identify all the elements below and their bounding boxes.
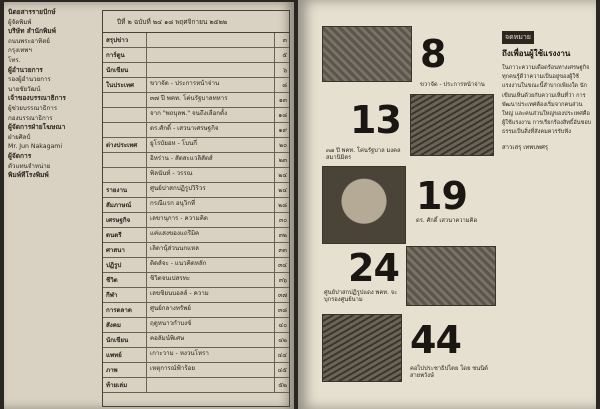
toc-page-number: ๕ (282, 52, 287, 59)
toc-description: เหตุการณ์ฟ้าร้อย (147, 363, 275, 377)
toc-row (103, 63, 289, 78)
feature-number: 44 (410, 318, 461, 362)
toc-description: แค่แสงของแถรีมิค (147, 228, 275, 242)
toc-section (103, 108, 147, 122)
feature-number: 19 (416, 174, 467, 218)
toc-page-number: ๓๘ (277, 307, 287, 314)
toc-page-number: ๒๓ (278, 157, 287, 164)
masthead-line: กองบรรณาธิการ (8, 114, 53, 122)
toc-page-number: ๒๔ (278, 172, 287, 179)
toc-page-number: ๒๔ (278, 187, 287, 194)
toc-description: ๓๗ ปี พคท. โค่นรัฐบาลทหาร (147, 93, 275, 107)
toc-row (103, 108, 289, 123)
masthead-line: ถนนพระอาทิตย์ (8, 37, 50, 45)
column-signature: สาวเสรุ เทพบพศรุ (502, 143, 548, 151)
toc-page-number: ๑๙ (278, 127, 287, 134)
toc-section (103, 123, 147, 137)
feature-number: 24 (348, 246, 399, 290)
toc-page-number: ๔๔ (277, 352, 287, 359)
feature-caption: คอไปประชาธิปไตย โดย ชนนิต์ สายพวังษ์ (410, 366, 488, 379)
feature-photo-crowd (322, 26, 412, 82)
feature-photo-soldier-silhouette (322, 314, 402, 382)
toc-row (103, 153, 289, 168)
masthead-line: ผู้จัดการฝ่ายโฆษณา (8, 123, 66, 132)
toc-page-number: ๕๒ (278, 382, 287, 389)
masthead-line: โทร. (8, 56, 21, 64)
toc-section: ศาสนา (103, 243, 147, 257)
toc-row (103, 318, 289, 333)
toc-row (103, 333, 289, 348)
toc-page-number: ๓๖ (278, 277, 287, 284)
toc-description: อิหร่าน - สัตสะแวลิสัตส์ (147, 153, 275, 167)
toc-description: พิลนันท์ - วรรณ (147, 168, 275, 182)
masthead (8, 8, 92, 408)
toc-section: ต่างประเทศ (103, 138, 147, 152)
toc-description (147, 63, 275, 77)
toc-description: ศูนย์กลางทรัพย์ (147, 303, 275, 317)
letters-column (502, 24, 592, 404)
toc-row (103, 48, 289, 63)
toc-page-number: ๓๓ (278, 247, 287, 254)
toc-section (103, 93, 147, 107)
feature-caption: ขวาจัด - ประการหน้าจ่าน (420, 82, 485, 88)
column-body: ในภาวะความเดือดร้อนทางเศรษฐกิจ ทุกคนรู้ดีว่าความเป็นอยู่ของผู้ใช้แรงงานในขณะนี้ลำบากเพียงใด นักเขียนเห็นด้วยกับความเห็นที่ว่า การพัฒนาประเทศต้องเริ่มจากคนส่วนใหญ่ และคนส่วนใหญ่ของประเทศคือผู้ใช้แรงงาน การเรียกร้องสิทธิ์อันชอบธรรมเป็นสิ่งที่สังคมควรรับฟัง (502, 65, 592, 136)
masthead-line: ฝ่ายศิลป์ (8, 133, 31, 141)
toc-description: ดร.ศักดิ์ - เสวนาเศรษฐกิจ (147, 123, 275, 137)
toc-row (103, 273, 289, 288)
toc-section: กีฬา (103, 288, 147, 302)
toc-row (103, 228, 289, 243)
toc-section: รายงาน (103, 183, 147, 197)
toc-row (103, 378, 289, 393)
toc-row (103, 258, 289, 273)
toc-description: กรณีแรก อนุวิกที่ (147, 198, 275, 212)
masthead-line: ผู้อำนวยการ (8, 65, 43, 74)
toc-description: เลขานุการ - ความคิด (147, 213, 275, 227)
toc-section: การตลาด (103, 303, 147, 317)
toc-description: เกาะวาม - หงวนโหรา (147, 348, 275, 362)
toc-page-number: ๘ (282, 82, 287, 89)
toc-row (103, 243, 289, 258)
toc-section: แพทย์ (103, 348, 147, 362)
feature-photo-portrait (322, 166, 406, 244)
toc-description: ศูนย์ปาสกปฏิรูปวิริวร (147, 183, 275, 197)
toc-row (103, 363, 289, 378)
toc-page-number: ๔๐ (278, 322, 287, 329)
feature-photo-group (406, 246, 496, 306)
toc-description: เลิดานุ้ส่วนนกแหล (147, 243, 275, 257)
masthead-line: รองผู้อำนวยการ (8, 76, 51, 84)
toc-description: เลขชิยนบอลล์ - ความ (147, 288, 275, 302)
toc-section: ปฏิรูป (103, 258, 147, 272)
toc-page-number: ๒๘ (278, 202, 287, 209)
toc-row (103, 123, 289, 138)
masthead-line: นิตยสารรายปักษ์ (8, 8, 56, 16)
toc-description: ขวาจัด - ประการหน้าจ่าน (147, 78, 275, 92)
column-subtitle: ถึงเพื่อนผู้ใช้แรงงาน (502, 49, 571, 58)
toc-description: จาก "พถบุลพ." จนถึงเลือกตั้ง (147, 108, 275, 122)
toc-row (103, 33, 289, 48)
toc-page-number: ๑๓ (278, 97, 287, 104)
issue-header: ปีที่ ๒ ฉบับที่ ๒๔ ๑๘ พฤศจิกายน ๒๕๒๒ (103, 11, 289, 33)
toc-page-number: ๓ (282, 37, 287, 44)
toc-section (103, 153, 147, 167)
masthead-line: พิมพ์ที่โรงพิมพ์ (8, 171, 49, 180)
toc-page-number: ๖ (283, 67, 287, 74)
toc-page-number: ๓๐ (278, 217, 287, 224)
toc-row (103, 198, 289, 213)
feature-caption: ดร. ศักดิ์ เสวนาความคิด (416, 218, 478, 224)
toc-row (103, 138, 289, 153)
toc-section: นักเขียน (103, 63, 147, 77)
toc-section: นักเขียน (103, 333, 147, 347)
toc-section: การ์ตูน (103, 48, 147, 62)
toc-section: สรุปข่าว (103, 33, 147, 47)
toc-row (103, 168, 289, 183)
masthead-line: บริษัท สำนักพิมพ์ (8, 27, 56, 36)
masthead-line: ผู้จัดการ (8, 151, 32, 160)
toc-section: ชีวิต (103, 273, 147, 287)
feature-caption: ๓๗ ปี พคท. โค่นรัฐบาล มงคล สมานิมิตร (326, 148, 401, 161)
toc-page-number: ๓๔ (278, 262, 287, 269)
toc-section: ท้ายเล่ม (103, 378, 147, 392)
toc-row (103, 78, 289, 93)
toc-row (103, 303, 289, 318)
toc-description: ฤดูหนาวกำบงข์ (147, 318, 275, 332)
masthead-line: นายชัยวัฒน์ (8, 85, 41, 93)
toc-description (147, 33, 275, 47)
toc-page-number: ๔๕ (277, 367, 287, 374)
toc-row (103, 93, 289, 108)
table-of-contents (102, 10, 290, 407)
toc-rows (103, 33, 289, 393)
toc-description: คอลัมน์พิเศษ (147, 333, 275, 347)
toc-section: สัมภาษณ์ (103, 198, 147, 212)
toc-description (147, 48, 275, 62)
column-title: จดหมาย (502, 31, 534, 44)
toc-section (103, 168, 147, 182)
feature-number: 8 (420, 32, 446, 76)
toc-section: เศรษฐกิจ (103, 213, 147, 227)
toc-section: ภาพ (103, 363, 147, 377)
toc-page-number: ๓๗ (278, 292, 287, 299)
toc-description: ยูโรบัยอห - โบนกี่ (147, 138, 275, 152)
feature-caption: ศูนย์ปาสกปฏิรูปแดง พคท. จะบุกรองศูนย์นาม (324, 290, 398, 303)
toc-description: ติดส์จะ - แนวคิดหลัก (147, 258, 275, 272)
masthead-line: เจ้าของบรรณาธิการ (8, 94, 66, 103)
toc-section: สังคม (103, 318, 147, 332)
masthead-line: Mr. Jun Nakagami (8, 143, 63, 151)
toc-description: ชิวิตจนเปสรทะ (147, 273, 275, 287)
toc-section: ดนตรี (103, 228, 147, 242)
right-page (298, 0, 596, 409)
left-page (4, 2, 294, 409)
toc-page-number: ๒๐ (279, 142, 287, 149)
masthead-line: ผู้จัดพิมพ์ (8, 18, 32, 26)
masthead-line: ตัวแทนจำหน่าย (8, 162, 51, 170)
masthead-line: กรุงเทพฯ (8, 47, 32, 55)
feature-number: 13 (350, 98, 401, 142)
toc-section: ในประเทศ (103, 78, 147, 92)
toc-row (103, 348, 289, 363)
toc-row (103, 213, 289, 228)
toc-row (103, 288, 289, 303)
toc-page-number: ๓๒ (278, 232, 287, 239)
toc-page-number: ๔๒ (278, 337, 287, 344)
toc-row (103, 183, 289, 198)
feature-photo-soldiers (410, 94, 494, 156)
masthead-line: ผู้ช่วยบรรณาธิการ (8, 104, 58, 112)
toc-description (147, 378, 275, 392)
toc-page-number: ๑๘ (278, 112, 287, 119)
